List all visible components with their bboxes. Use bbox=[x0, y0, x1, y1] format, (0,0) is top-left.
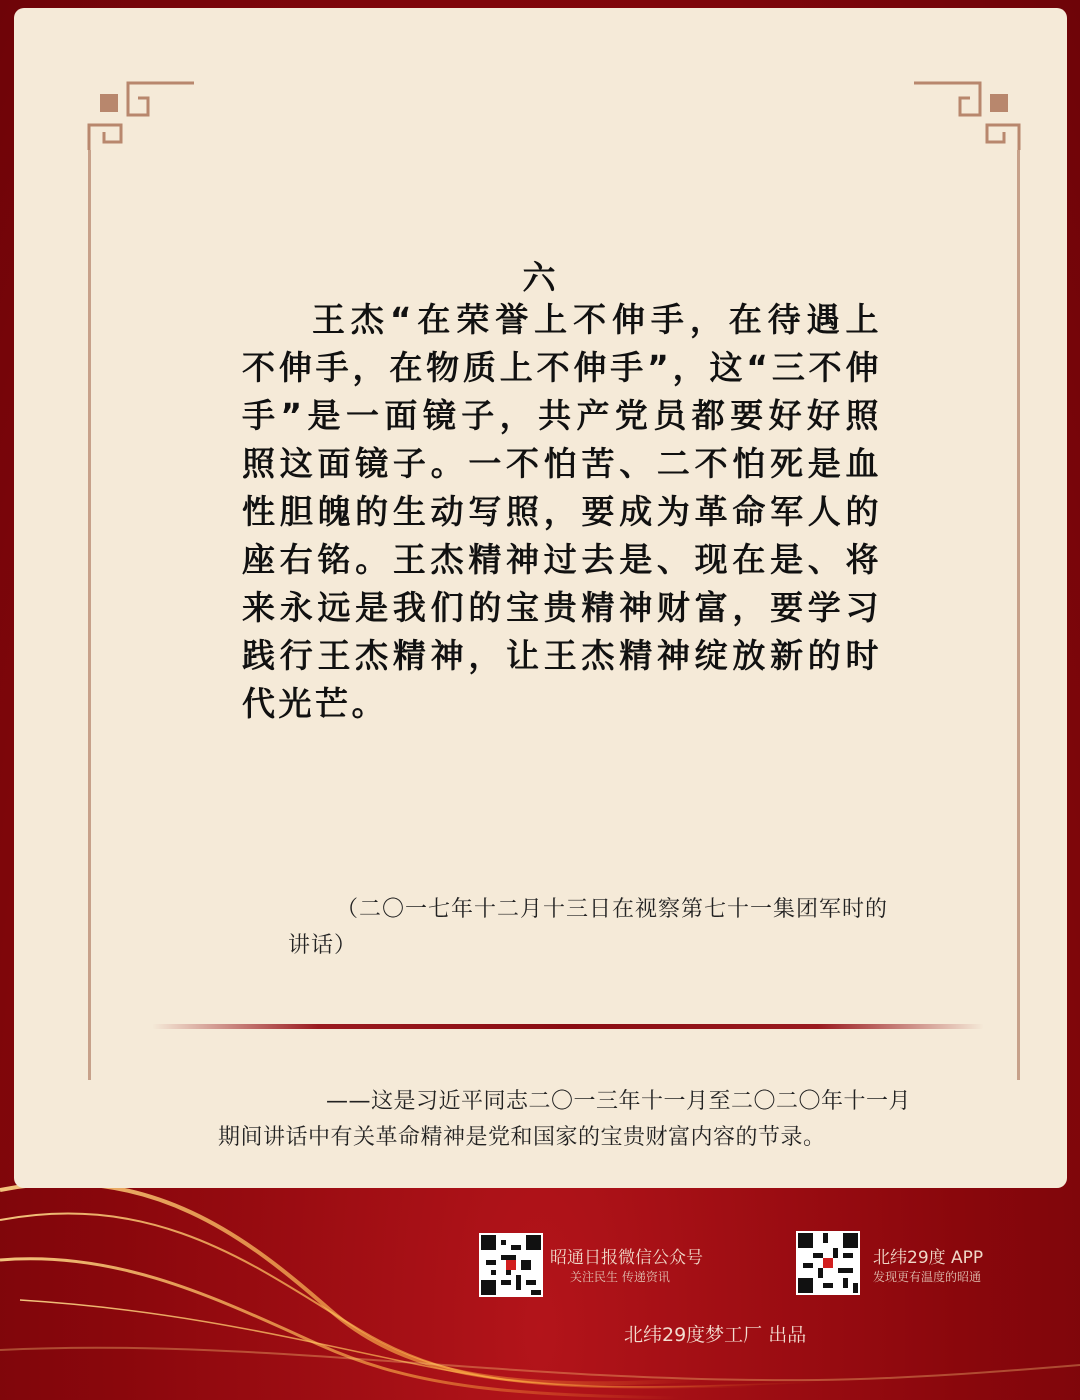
speech-source: （二〇一七年十二月十三日在视察第七十一集团军时的讲话） bbox=[288, 897, 889, 958]
qr2-title: 北纬29度 APP bbox=[873, 1248, 984, 1268]
quote-body: 王杰“在荣誉上不伸手，在待遇上不伸手，在物质上不伸手”，这“三不伸手”是一面镜子，共产党员都要好好照照这面镜子。一不怕苦、二不怕死是血性胆魄的生动写照，要成为革命军人的座右铭。王杰精神过去是、现在是、将来永远是我们的宝贵精神财富，要学习践行王杰精神，让王杰精神绽放新的时代光芒。 bbox=[242, 300, 882, 723]
section-heading: 六 bbox=[522, 258, 558, 297]
corner-ornament-right bbox=[912, 80, 1022, 155]
qr-code-wechat bbox=[479, 1233, 543, 1297]
qr1-subtitle: 关注民生 传递资讯 bbox=[570, 1270, 670, 1284]
corner-ornament-left bbox=[86, 80, 196, 155]
qr1-title: 昭通日报微信公众号 bbox=[550, 1248, 703, 1268]
qr2-subtitle: 发现更有温度的昭通 bbox=[873, 1270, 982, 1284]
producer-credit: 北纬29度梦工厂 出品 bbox=[624, 1324, 807, 1346]
qr-code-app bbox=[796, 1231, 860, 1295]
excerpt-footnote: ——这是习近平同志二〇一三年十一月至二〇二〇年十一月期间讲话中有关革命精神是党和国家的宝贵财富内容的节录。 bbox=[218, 1089, 912, 1150]
divider-line bbox=[152, 1024, 984, 1029]
